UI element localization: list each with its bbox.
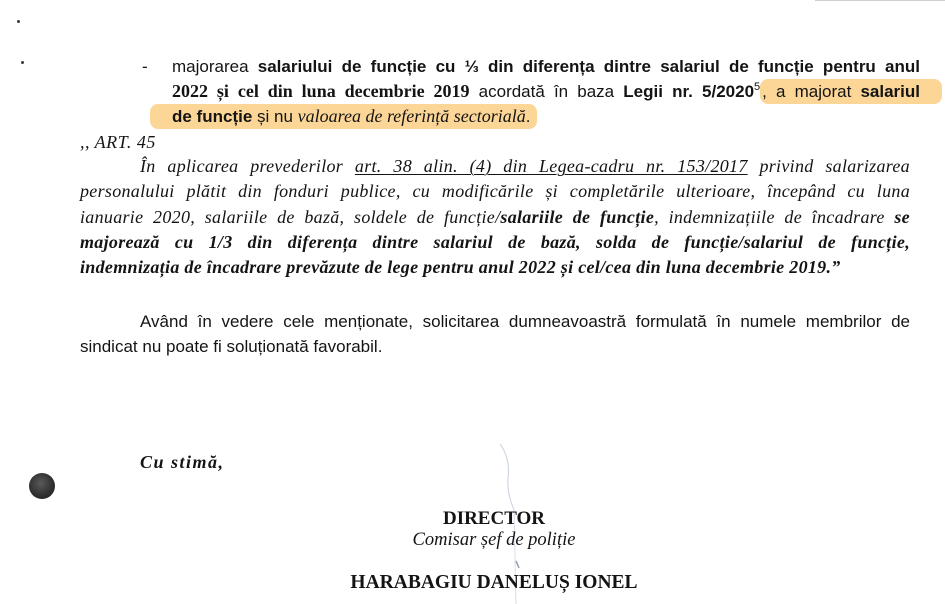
punch-hole	[29, 473, 55, 499]
highlighted-text-regular: .	[525, 107, 531, 126]
law-reference: Legii nr. 5/2020	[623, 82, 755, 101]
signature-title: DIRECTOR	[442, 508, 546, 529]
highlighted-text-bold: de funcție	[172, 107, 253, 126]
quote-line	[80, 230, 910, 255]
conclusion-line: sindicat nu poate fi soluționată favorabil.	[80, 337, 383, 356]
footnote-marker: 5	[754, 81, 761, 93]
conclusion-paragraph	[80, 309, 910, 359]
highlighted-text-italic: valoarea de referință sectorială	[297, 106, 526, 126]
scan-edge-line	[815, 0, 945, 1]
quote-bold-text: indemnizația de încadrare prevăzute de lege pentru anul 2022 și cel/cea din luna decembrie 2019.”	[80, 257, 841, 278]
quote-bold-text: se	[894, 206, 910, 227]
bullet-bold-text: salariului de funcție cu ⅓ din diferența dintre salariul de funcție pentru anul	[257, 57, 920, 76]
bullet-line	[172, 54, 920, 79]
quote-bold-text: majorează cu 1/3 din diferența dintre salariul de bază, solda de funcție/salariul de funcție,	[80, 231, 910, 252]
highlighted-text-regular: , a majorat	[762, 82, 861, 101]
bullet-line	[172, 104, 920, 129]
quote-line	[80, 154, 910, 179]
conclusion-line: Având în vedere cele menționate, solicitarea dumneavoastră formulată în numele membrilor de	[140, 312, 910, 331]
article-heading: ,, ART. 45	[80, 132, 156, 152]
quote-line	[80, 179, 910, 204]
bullet-marker: -	[142, 57, 148, 76]
highlighted-text	[760, 79, 942, 104]
quote-text: , indemnizațiile de încadrare	[654, 206, 895, 227]
bullet-line	[172, 79, 920, 104]
quote-line	[80, 205, 910, 230]
signature-stroke-curve	[500, 444, 514, 510]
highlighted-text	[150, 104, 537, 129]
article-quote	[80, 154, 910, 280]
scan-dot	[17, 20, 20, 23]
signature-name: HARABAGIU DANELUȘ IONEL	[350, 572, 638, 593]
quote-text: personalului plătit din fonduri publice, cu modificările și completările ulterioare, începând cu luna	[80, 181, 910, 202]
highlighted-text-regular: și nu	[252, 107, 298, 126]
quote-text: privind salarizarea	[747, 156, 910, 176]
highlighted-text-bold: salariul	[860, 82, 921, 101]
quote-text: ianuarie 2020, salariile de bază, soldele de funcție/	[80, 206, 501, 227]
bullet-text: majorarea	[172, 57, 258, 76]
bullet-paragraph	[172, 54, 920, 129]
quote-line	[80, 255, 910, 280]
law-citation: art. 38 alin. (4) din Legea-cadru nr. 153/2017	[354, 156, 748, 176]
bullet-bold-text: 2022 și cel din luna decembrie 2019	[172, 81, 470, 101]
quote-bold-text: salariile de funcție	[500, 206, 655, 227]
quote-text: În aplicarea prevederilor	[140, 156, 355, 176]
signature-stroke-tick	[516, 561, 519, 568]
closing-salutation: Cu stimă,	[140, 452, 225, 472]
bullet-text: acordată în baza	[469, 82, 624, 101]
signature-rank: Comisar șef de poliție	[412, 530, 576, 550]
scan-dot	[21, 61, 24, 64]
